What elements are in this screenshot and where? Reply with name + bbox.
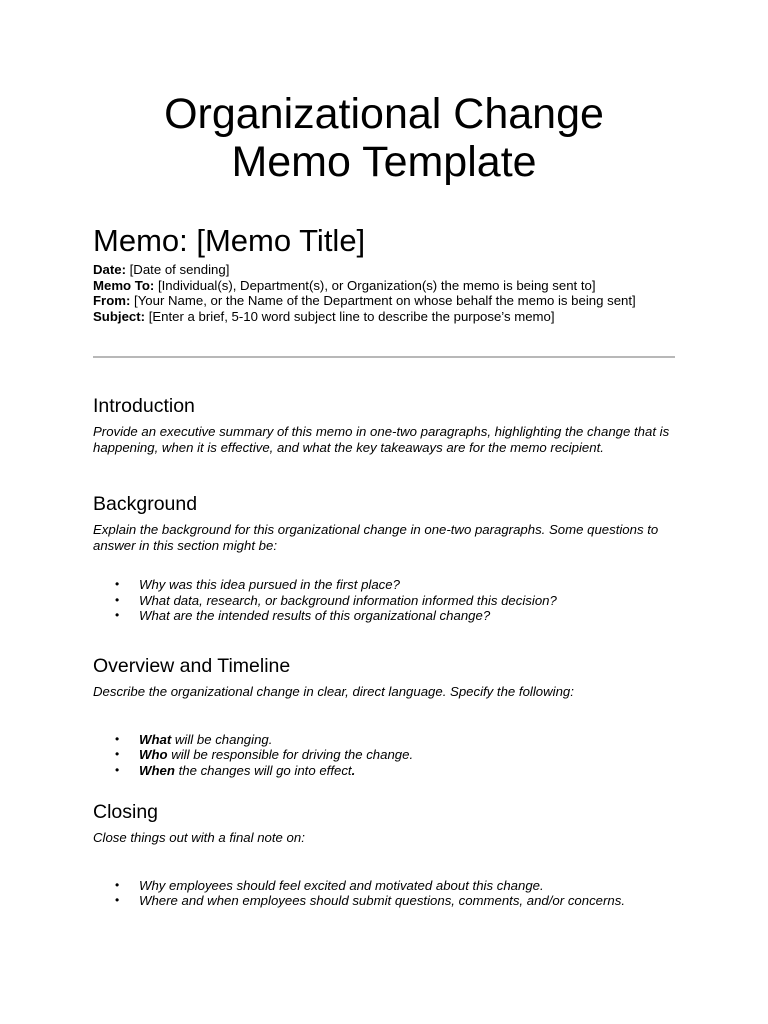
overview-section (93, 654, 683, 778)
bullet-text: the changes will go into effect (174, 762, 352, 778)
introduction-section (93, 394, 683, 455)
bullet-bold-text: Who (139, 747, 168, 763)
list-item (93, 893, 683, 909)
background-heading: Background (93, 493, 198, 515)
date-field (93, 262, 675, 278)
bullet-text: will be changing. (171, 731, 273, 747)
list-item (93, 732, 683, 748)
bullet-icon: • (115, 747, 120, 762)
overview-body: Describe the organizational change in clear, direct language. Specify the following: (93, 684, 574, 699)
document-title (0, 90, 768, 186)
bullet-bold-text: When (139, 762, 175, 778)
introduction-heading: Introduction (93, 395, 195, 417)
bullet-icon: • (115, 592, 120, 607)
memo-to-label: Memo To: (93, 277, 155, 293)
horizontal-divider (93, 356, 675, 358)
closing-section (93, 800, 683, 909)
bullet-text: What data, research, or background information informed this decision? (139, 592, 557, 608)
bullet-icon: • (115, 893, 120, 908)
bullet-bold-period: . (351, 762, 356, 778)
date-value: [Date of sending] (125, 262, 230, 277)
bullet-text: Why employees should feel excited and motivated about this change. (139, 877, 544, 893)
bullet-icon: • (115, 731, 120, 746)
background-section (93, 492, 683, 624)
memo-to-value: [Individual(s), Department(s), or Organization(s) the memo is being sent to] (154, 277, 596, 293)
memo-fields (93, 262, 675, 324)
subject-value: [Enter a brief, 5-10 word subject line to describe the purpose’s memo] (145, 308, 555, 324)
background-body: Explain the background for this organizational change in one-two paragraphs. Some questions to answer in this section might be: (93, 522, 659, 553)
from-value: [Your Name, or the Name of the Department on whose behalf the memo is being sent] (130, 293, 636, 308)
list-item (93, 763, 683, 779)
closing-heading: Closing (93, 801, 159, 823)
list-item (93, 577, 683, 593)
bullet-text: will be responsible for driving the change. (167, 747, 414, 763)
closing-bullet-list (93, 878, 683, 909)
overview-bullet-list (93, 732, 683, 779)
bullet-icon: • (115, 877, 120, 892)
from-field (93, 293, 675, 309)
memo-to-field (93, 278, 675, 294)
memo-heading: Memo: [Memo Title] (93, 223, 366, 258)
bullet-icon: • (115, 762, 120, 777)
subject-label: Subject: (93, 308, 146, 324)
subject-field (93, 309, 675, 325)
list-item (93, 608, 683, 624)
bullet-text: Where and when employees should submit questions, comments, and/or concerns. (139, 893, 625, 909)
title-line-2: Memo Template (231, 138, 537, 186)
date-label: Date: (93, 262, 126, 277)
bullet-text: Why was this idea pursued in the first place? (139, 577, 400, 593)
introduction-body: Provide an executive summary of this memo in one-two paragraphs, highlighting the change that is happening, when it is effective, and what the key takeaways are for the memo recipient. (93, 424, 670, 455)
from-label: From: (93, 293, 131, 308)
bullet-text: What are the intended results of this organizational change? (139, 608, 491, 624)
list-item (93, 593, 683, 609)
list-item (93, 747, 683, 763)
bullet-icon: • (115, 608, 120, 623)
bullet-icon: • (115, 577, 120, 592)
overview-heading: Overview and Timeline (93, 655, 291, 677)
bullet-bold-text: What (139, 731, 172, 747)
title-line-1: Organizational Change (164, 90, 604, 138)
list-item (93, 878, 683, 894)
background-bullet-list (93, 577, 683, 624)
closing-body: Close things out with a final note on: (93, 830, 305, 845)
